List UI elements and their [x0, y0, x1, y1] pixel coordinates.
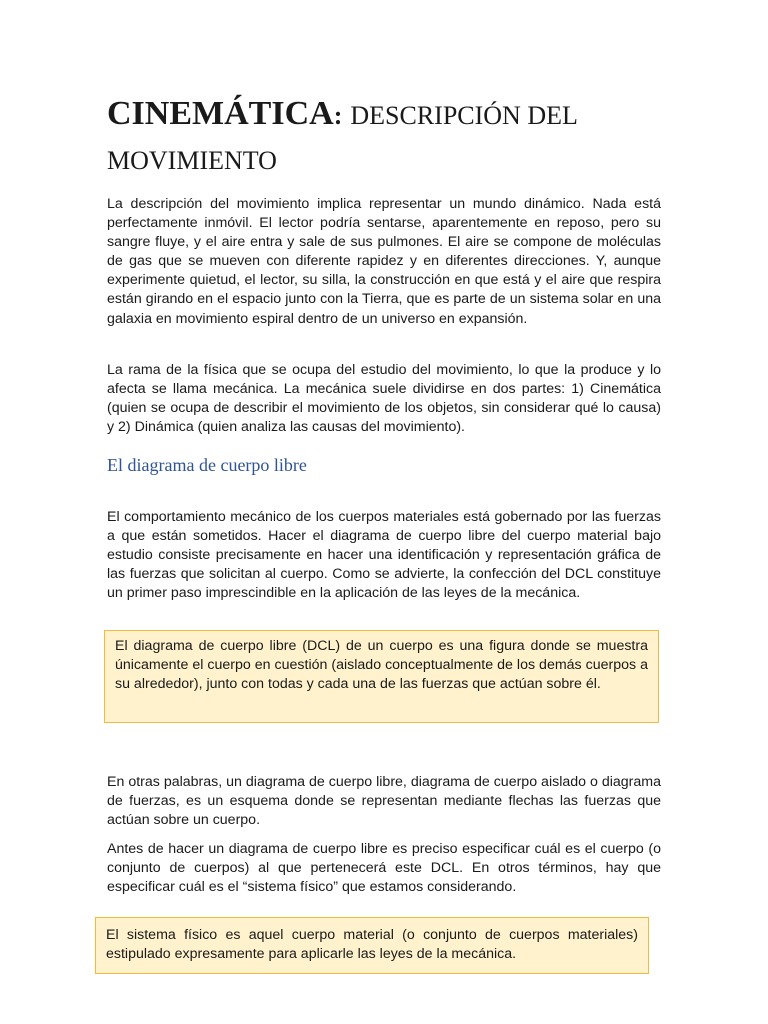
title-main: CINEMÁTICA [107, 95, 334, 132]
paragraph-mechanics: La rama de la física que se ocupa del estudio del movimiento, lo que la produce y lo afecta se llama mecánica. La mecánica suele dividirse en dos partes: 1) Cinemática (quien se ocupa de describir el movimiento de los objetos, sin considerar qué lo causa) y 2) Dinámica (quien analiza las causas del movimiento). [107, 362, 661, 436]
callout-system-definition [95, 917, 649, 974]
callout-dcl-text: El diagrama de cuerpo libre (DCL) de un cuerpo es una figura donde se muestra únicamente el cuerpo en cuestión (aislado conceptualmente de los demás cuerpos a su alrededor), junto con todas y cada una de las fuerzas que actúan sobre él. [115, 638, 648, 693]
title-subtitle: DESCRIPCIÓN DEL MOVIMIENTO [107, 101, 577, 175]
paragraph-intro: La descripción del movimiento implica representar un mundo dinámico. Nada está perfectamente inmóvil. El lector podría sentarse, aparentemente en reposo, pero su sangre fluye, y el aire entra y sale de sus pulmones. El aire se compone de moléculas de gas que se mueven con diferente rapidez y en diferentes direcciones. Y, aunque experimente quietud, el lector, su silla, la construcción en que está y el aire que respira están girando en el espacio junto con la Tierra, que es parte de un sistema solar en una galaxia en movimiento espiral dentro de un universo en expansión. [107, 196, 661, 327]
paragraph-dcl-intro: El comportamiento mecánico de los cuerpos materiales está gobernado por las fuerzas a que están sometidos. Hacer el diagrama de cuerpo libre del cuerpo material bajo estudio consiste precisamente en hacer una identificación y representación gráfica de las fuerzas que solicitan al cuerpo. Como se advierte, la confección del DCL constituye un primer paso imprescindible en la aplicación de las leyes de la mecánica. [107, 509, 661, 602]
paragraph-system: Antes de hacer un diagrama de cuerpo libre es preciso especificar cuál es el cuerpo (o conjunto de cuerpos) al que pertenecerá este DCL. En otros términos, hay que especificar cuál es el “sistema físico” que estamos considerando. [107, 841, 661, 896]
title-colon: : [333, 101, 343, 130]
paragraph-other-words: En otras palabras, un diagrama de cuerpo libre, diagrama de cuerpo aislado o diagrama de fuerzas, es un esquema donde se representan mediante flechas las fuerzas que actúan sobre un cuerpo. [107, 774, 661, 829]
callout-system-text: El sistema físico es aquel cuerpo material (o conjunto de cuerpos materiales) estipulado expresamente para aplicarle las leyes de la mecánica. [106, 927, 638, 963]
page-title [107, 92, 667, 182]
section-heading: El diagrama de cuerpo libre [107, 455, 307, 475]
callout-dcl-definition [104, 630, 659, 723]
